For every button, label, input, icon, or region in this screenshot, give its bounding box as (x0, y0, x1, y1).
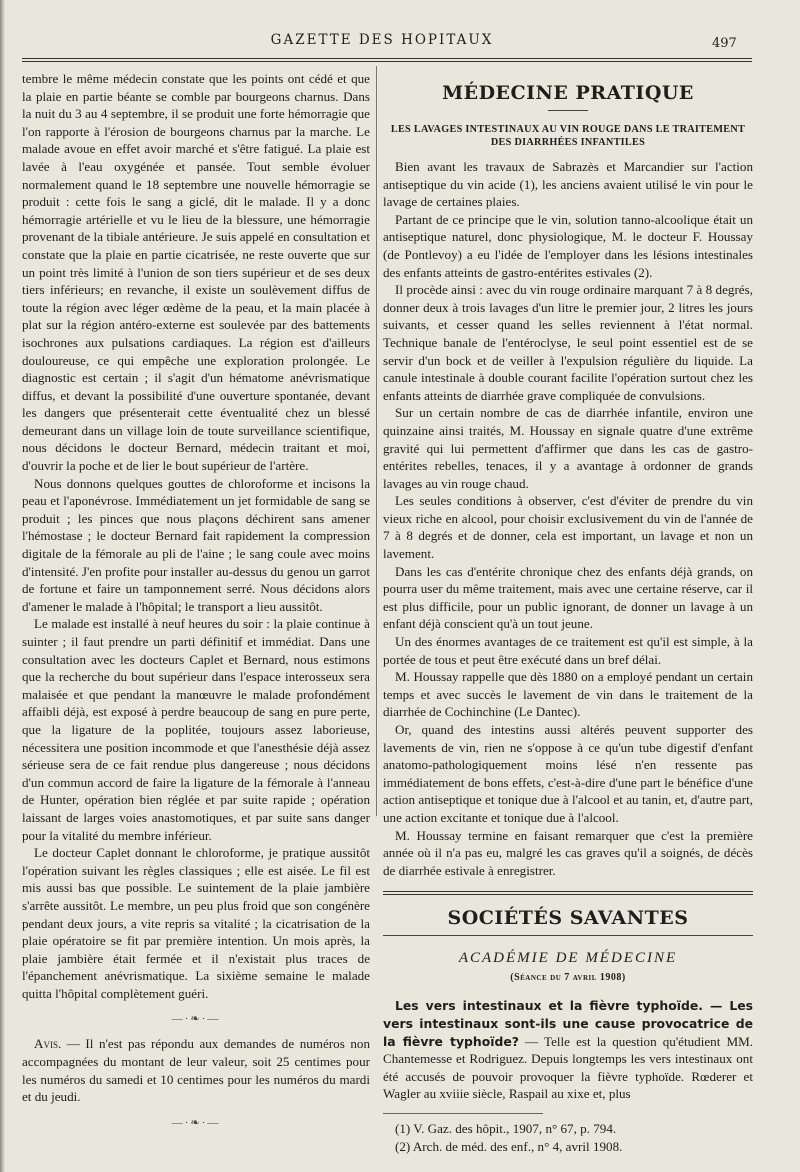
right-paragraph-10: M. Houssay termine en faisant remarquer que c'est la première année où il n'a pas eu, malgré les cas graves qu'il a soignés, de décès de diarrhée estivale à enregistrer. (383, 827, 753, 878)
societies-rule (383, 935, 753, 936)
right-paragraph-2: Partant de ce principe que le vin, solution tanno-alcoolique était un antiseptique naturel, donc physiologique, M. le docteur F. Houssay (de Pontlevoy) a eu l'idée de l'employer dans les lésions intestinales des enfants atteints de gastro-entérites estivales (2). (383, 211, 753, 280)
session-label: (Séance du 7 avril 1908) (510, 972, 626, 984)
left-paragraph-1: tembre le même médecin constate que les points ont cédé et que la plaie en partie béante se comble par bourgeons charnus. Dans la nuit du 3 au 4 septembre, il se produit une forte hémorragie que l'on rapporte à l'érosion de bourgeons charnus par la marche. Le malade avoue en effet avoir marché et s'être fatigué. La plaie est lavée à l'eau oxygénée et pansée. Tout semble évoluer normalement quand le 18 septembre une nouvelle hémorragie se produit : cette fois le sang a giclé, dit le malade. Il y a donc hémorragie artérielle et vu le lieu de la blessure, une hémorragie provenant de la tibiale antérieure. Je suis appelé en consultation et constate que la plaie en partie cicatrisée, ne reste ouverte que sur un point très limité à l'union de son tiers supérieur et de ses deux tiers inférieurs; en revanche, il existe un soulèvement diffus de toute la région avec léger œdème de la peau, et la main placée à plat sur la région antéro-externe est soulevée par des battements isochrones aux pulsations cardiaques. La région est d'ailleurs douloureuse, ce qui empêche une exploration prolongée. Le diagnostic est certain ; il s'agit d'un hématome anévrismatique diffus, et devant la possibilité d'une ouverture spontanée, devant les dangers que présenterait cette éventualité chez un blessé demeurant dans un village loin de toute surveillance scientifique, nous décidons le docteur Bernard, médecin traitant et moi, d'ouvrir la poche et de lier le bout supérieur de l'artère. (22, 71, 370, 474)
footnote-1: (1) V. Gaz. des hôpit., 1907, n° 67, p. 794. (395, 1120, 617, 1136)
left-column (22, 70, 370, 1139)
right-paragraph-3: Il procède ainsi : avec du vin rouge ordinaire marquant 7 à 8 degrés, donner deux à trois lavages d'un litre le premier jour, 2 litres les jours suivants, et cesser quand les selles reviennent à l'état normal. Technique banale de l'entéroclyse, le seul point essentiel est de se servir d'un bock et de veiller à l'expulsion régulière du liquide. La canule intestinale à double courant facilite l'opération surtout chez les enfants atteints de diarrhée grave compliquée de convulsions. (383, 282, 753, 403)
ornament-divider: —·❧·— (171, 1013, 221, 1026)
lead-paragraph (383, 997, 753, 1103)
footnote-rule (383, 1113, 543, 1114)
notice-label: Avis. (34, 1036, 62, 1052)
right-paragraph-5: Les seules conditions à observer, c'est d'éviter de prendre du vin vieux riche en alcool, pour choisir exclusivement du vin de l'année de 7 à 8 degrés et de donner, cela est important, un lavage et non un lavement. (383, 493, 753, 562)
left-paragraph-2: Nous donnons quelques gouttes de chloroforme et incisons la peau et l'aponévrose. Immédiatement un jet formidable de sang se produit ; les pinces que nous plaçons déchirent sans amener l'hémostase ; le docteur Bernard fait rapidement la compression digitale de la fémorale au pli de l'aine ; le sang coule avec moins d'intensité. J'en profite pour installer au-dessus du genou un garrot de fortune et faire un tamponnement serré. Nous décidons alors d'amener le malade à l'hôpital; le transport a lieu aussitôt. (22, 475, 370, 614)
right-paragraph-8: M. Houssay rappelle que dès 1880 on a employé pendant un certain temps et avec succès le lavement de vin dans le traitement de la diarrhée de Cochinchine (Le Dantec). (383, 669, 753, 720)
right-paragraph-4: Sur un certain nombre de cas de diarrhée infantile, environ une quinzaine ainsi traités, M. Houssay en signale quatre d'une extrême gravité qui lui permettent d'affirmer que dans les cas de gastro-entérites rebelles, tenaces, il y a avantage à ordonner de grands lavages au vin rouge chaud. (383, 405, 753, 491)
header-rule-second (22, 61, 752, 62)
right-paragraph-6: Dans les cas d'entérite chronique chez des enfants déjà grands, on pourra user du même traitement, mais avec une certaine réserve, car il est plus difficile, pour un public ignorant, de donner un lavage à un enfant déjà conscient qu'à un tout jeune. (383, 563, 753, 632)
lead-text: — Telle est la question qu'étudient MM. Chantemesse et Rodriguez. Depuis longtemps les vers intestinaux ont été accusés de pouvoir provoquer la fièvre typhoïde. Rœderer et Wagler au xviiie siècle, Raspail au xixe et, plus (383, 1033, 754, 1102)
ornament-divider-end: —·❧·— (171, 1116, 221, 1129)
title-rule (548, 110, 588, 111)
column-divider (376, 66, 377, 816)
notice-text: — Il n'est pas répondu aux demandes de numéros non accompagnées du montant de leur valeur, soit 25 centimes pour les numéros du samedi et 10 centimes pour les numéros du mardi et du jeudi. (22, 1036, 370, 1105)
academy-title: ACADÉMIE DE MÉDECINE (458, 950, 678, 967)
notice-paragraph (22, 1035, 370, 1105)
lead-heading: Les vers intestinaux et la fièvre typhoïde. — Les vers intestinaux sont-ils une cause provocatrice de la fièvre typhoïde? (383, 998, 753, 1049)
page-number: 497 (712, 36, 737, 51)
section-title-medecine: MÉDECINE PRATIQUE (442, 82, 694, 104)
header-rule (22, 58, 752, 59)
scan-shadow (0, 0, 5, 1172)
article-title: LES LAVAGES INTESTINAUX AU VIN ROUGE DANS LE TRAITEMENT DES DIARRHÉES INFANTILES (390, 124, 746, 148)
right-paragraph-9: Or, quand des intestins aussi altérés peuvent supporter des lavements de vin, rien ne s'oppose à ce qu'un tube digestif d'enfant anatomo-pathologiquement moins lésé n'en ressente pas immédiatement de bons effets, c'est-à-dire d'une part le bénéfice d'une action antiseptique et tonique due à l'alcool et au tanin, et, d'autre part, une action excitante et tonique due à l'alcool. (383, 722, 753, 825)
right-paragraph-7: Un des énormes avantages de ce traitement est qu'il est simple, à la portée de tous et peut être exécuté dans un bref délai. (383, 634, 753, 667)
right-paragraph-1: Bien avant les travaux de Sabrazès et Marcandier sur l'action antiseptique du vin acide (1), les anciens avaient utilisé le vin pour le lavage de certaines plaies. (383, 159, 753, 210)
footnote-2: (2) Arch. de méd. des enf., n° 4, avril 1908. (395, 1138, 623, 1154)
section-title-societes: SOCIÉTÉS SAVANTES (447, 907, 689, 930)
right-column (383, 70, 753, 1155)
running-title: GAZETTE DES HOPITAUX (270, 32, 494, 48)
section-double-rule (383, 891, 753, 895)
left-paragraph-3: Le malade est installé à neuf heures du soir : la plaie continue à suinter ; il faut prendre un parti définitif et immédiat. Dans une consultation avec les docteurs Caplet et Bernard, nous estimons que la recherche du bout supérieur dans l'espace interosseux sera malaisée et que pendant la manœuvre le malade profondément affaibli déjà, est exposé à perdre beaucoup de sang en pure perte, que la ligature de la poplitée, toujours assez laborieuse, nécessitera une position incommode et que l'anesthésie déjà assez sérieuse sera de ce fait rendue plus dangereuse ; nous décidons d'un commun accord de faire la ligature de la fémorale à l'anneau de Hunter, opération bien réglée et par suite rapide ; opération laissant de larges voies anastomotiques, et par suite sans danger pour la vitalité du membre inférieur. (22, 616, 370, 843)
session-date (383, 972, 753, 983)
left-paragraph-4: Le docteur Caplet donnant le chloroforme, je pratique aussitôt l'opération suivant les règles classiques ; elle est aisée. Le fil est mis aussi bas que possible. Le suintement de la plaie jambière s'arrête aussitôt. Le membre, un peu plus froid que son congénère pendant deux jours, a vite repris sa vitalité ; la cicatrisation de la plaie opératoire se fit par première intention. Un mois après, la plaie jambière était fermée et il n'existait plus traces de l'épanchement anévrismatique. La sixième semaine le malade quitta l'hôpital complètement guéri. (22, 845, 370, 1001)
